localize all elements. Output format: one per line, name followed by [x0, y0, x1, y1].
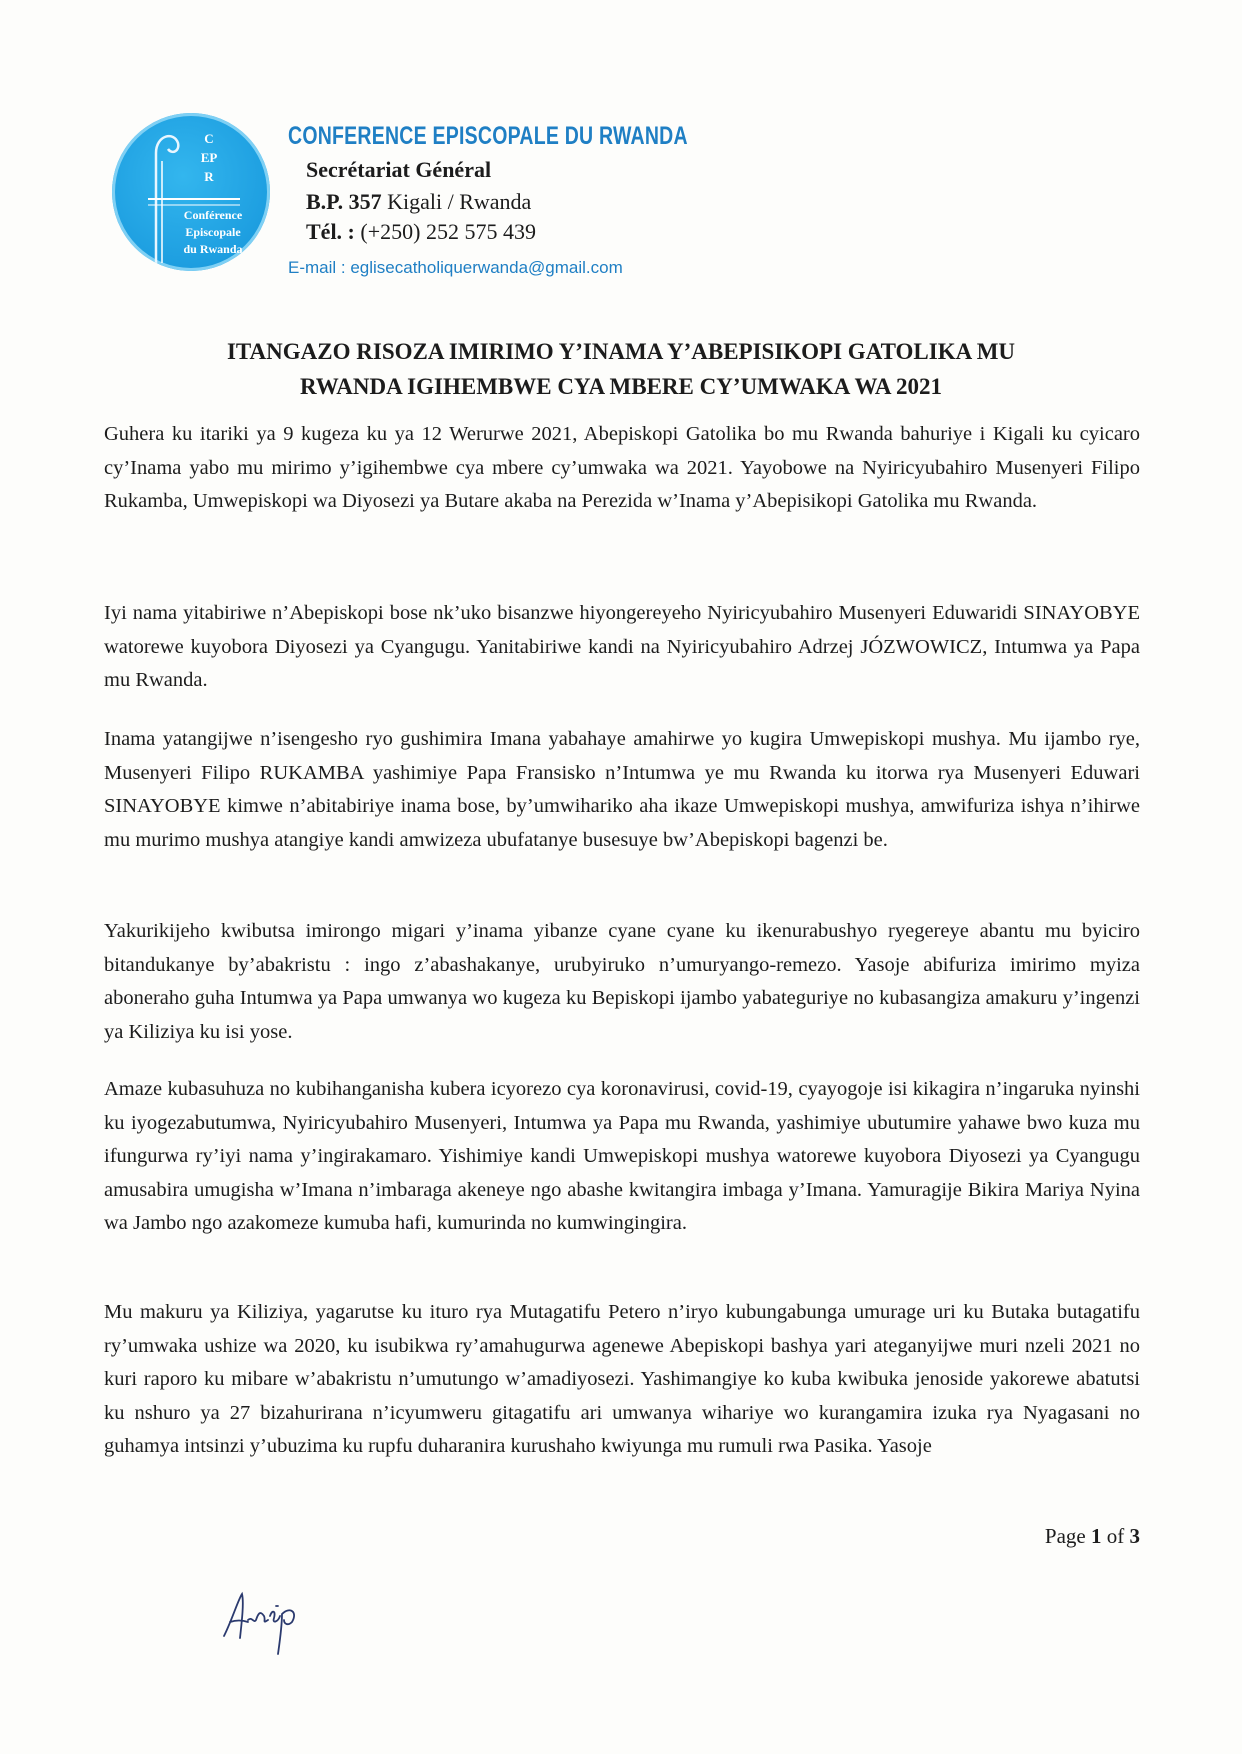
document-title	[110, 334, 1132, 404]
logo-letter-r: R	[204, 169, 214, 184]
logo-name-line-2: Episcopale	[185, 225, 241, 239]
title-line-2: RWANDA IGIHEMBWE CYA MBERE CY’UMWAKA WA 2021	[300, 374, 942, 399]
postal-box	[306, 189, 531, 215]
postal-box-value: Kigali / Rwanda	[381, 189, 532, 214]
page-number	[1045, 1524, 1140, 1549]
logo-name	[164, 207, 262, 258]
postal-box-label: B.P. 357	[306, 189, 382, 214]
paragraph-2: Iyi nama yitabiriwe n’Abepiskopi bose nk’uko bisanzwe hiyongereyeho Nyiricyubahiro Musenyeri Eduwaridi SINAYOBYE watorewe kuyobora Diyosezi ya Cyangugu. Yanitabiriwe kandi na Nyiricyubahiro Adrzej JÓZWOWICZ, Intumwa ya Papa mu Rwanda.	[104, 602, 1140, 691]
paragraph-5: Amaze kubasuhuza no kubihanganisha kubera icyorezo cya koronavirusi, covid-19, cyayogoje isi kikagira n’ingaruka nyinshi ku iyogezabutumwa, Nyiricyubahiro Musenyeri, Intumwa ya Papa mu Rwanda, yashimiye ubutumire yahawe bwo kuza mu ifungurwa ry’iyi nama y’ingirakamaro. Yishimiye kandi Umwepiskopi mushya watorewe kuyobora Diyosezi ya Cyangugu amusabira umugisha w’Imana n’imbaraga akeneye ngo abashe kwitangira imbaga y’Imana. Yamuragije Bikira Mariya Nyina wa Jambo ngo azakomeze kumuba hafi, kumurinda no kumwingingira.	[104, 1078, 1140, 1234]
paragraph-1: Guhera ku itariki ya 9 kugeza ku ya 12 Werurwe 2021, Abepiskopi Gatolika bo mu Rwanda bahuriye i Kigali ku cyicaro cy’Inama yabo mu mirimo y’igihembwe cya mbere cy’umwaka wa 2021. Yayobowe na Nyiricyubahiro Musenyeri Filipo Rukamba, Umwepiskopi wa Diyosezi ya Butare akaba na Perezida w’Inama y’Abepisikopi Gatolika mu Rwanda.	[104, 423, 1140, 512]
paragraph-6: Mu makuru ya Kiliziya, yagarutse ku ituro rya Mutagatifu Petero n’iryo kubungabunga umurage uri ku Butaka butagatifu ry’umwaka ushize wa 2020, ku isubikwa ry’amahugurwa agenewe Abepiskopi bashya yari ateganyijwe muri nzeli 2021 no kuri raporo ku mibare w’abakristu n’umutungo w’amadiyosezi. Yashimangiye ko kuba kwibuka jenoside yakorewe abatutsi ku nshuro ya 27 bizahurirana n’icyumweru gitagatifu ari umwanya wihariye wo kurangamira izuka rya Nyagasani no guhamya intsinzi y’ubuzima ku rupfu duharanira kurushaho kwiyunga mu rumuli rwa Pasika. Yasoje	[104, 1301, 1140, 1457]
paragraph-3: Inama yatangijwe n’isengesho ryo gushimira Imana yabahaye amahirwe yo kugira Umwepiskopi mushya. Mu ijambo rye, Musenyeri Filipo RUKAMBA yashimiye Papa Fransisko n’Intumwa ye mu Rwanda ku itorwa rya Musenyeri Eduwari SINAYOBYE kimwe n’abitabiriye inama bose, by’umwihariko aha ikaze Umwepiskopi mushya, amwifuriza ishya n’ihirwe mu murimo mushya atangiye kandi amwizeza ubufatanye busesuye bw’Abepiskopi bagenzi be.	[104, 728, 1140, 851]
telephone-value: (+250) 252 575 439	[354, 219, 536, 244]
email-address: E-mail : eglisecatholiquerwanda@gmail.com	[288, 258, 623, 277]
paragraph-4: Yakurikijeho kwibutsa imirongo migari y’inama yibanze cyane cyane ku ikenurabushyo ryegereye abantu mu byiciro bitandukanye by’abakristu : ingo z’abashakanye, urubyiruko n’umuryango-remezo. Yasoje abifuriza imirimo myiza aboneraho guha Intumwa ya Papa umwanya wo kugeza ku Bepiskopi ijambo yabateguriye no kubasangiza amakuru y’ingenzi ya Kiliziya ku isi yose.	[104, 920, 1140, 1043]
logo-letter-ep: EP	[200, 150, 218, 165]
logo-letter-c: C	[204, 131, 214, 146]
logo-name-line-1: Conférence	[183, 208, 243, 222]
page-label: Page	[1044, 1524, 1091, 1548]
secretariat-label: Secrétariat Général	[306, 157, 492, 182]
logo-name-line-3: du Rwanda	[183, 242, 243, 256]
handwritten-signature	[218, 1580, 318, 1660]
org-name: CONFERENCE EPISCOPALE DU RWANDA	[288, 122, 688, 150]
telephone-label: Tél. :	[306, 219, 355, 244]
secretariat	[306, 157, 491, 183]
telephone	[306, 219, 536, 245]
title-line-1: ITANGAZO RISOZA IMIRIMO Y’INAMA Y’ABEPISIKOPI GATOLIKA MU	[226, 339, 1016, 364]
cepr-logo	[112, 113, 270, 271]
page-current: 1	[1091, 1524, 1102, 1548]
page-total: 3	[1129, 1524, 1140, 1548]
page-of: of	[1101, 1524, 1130, 1548]
